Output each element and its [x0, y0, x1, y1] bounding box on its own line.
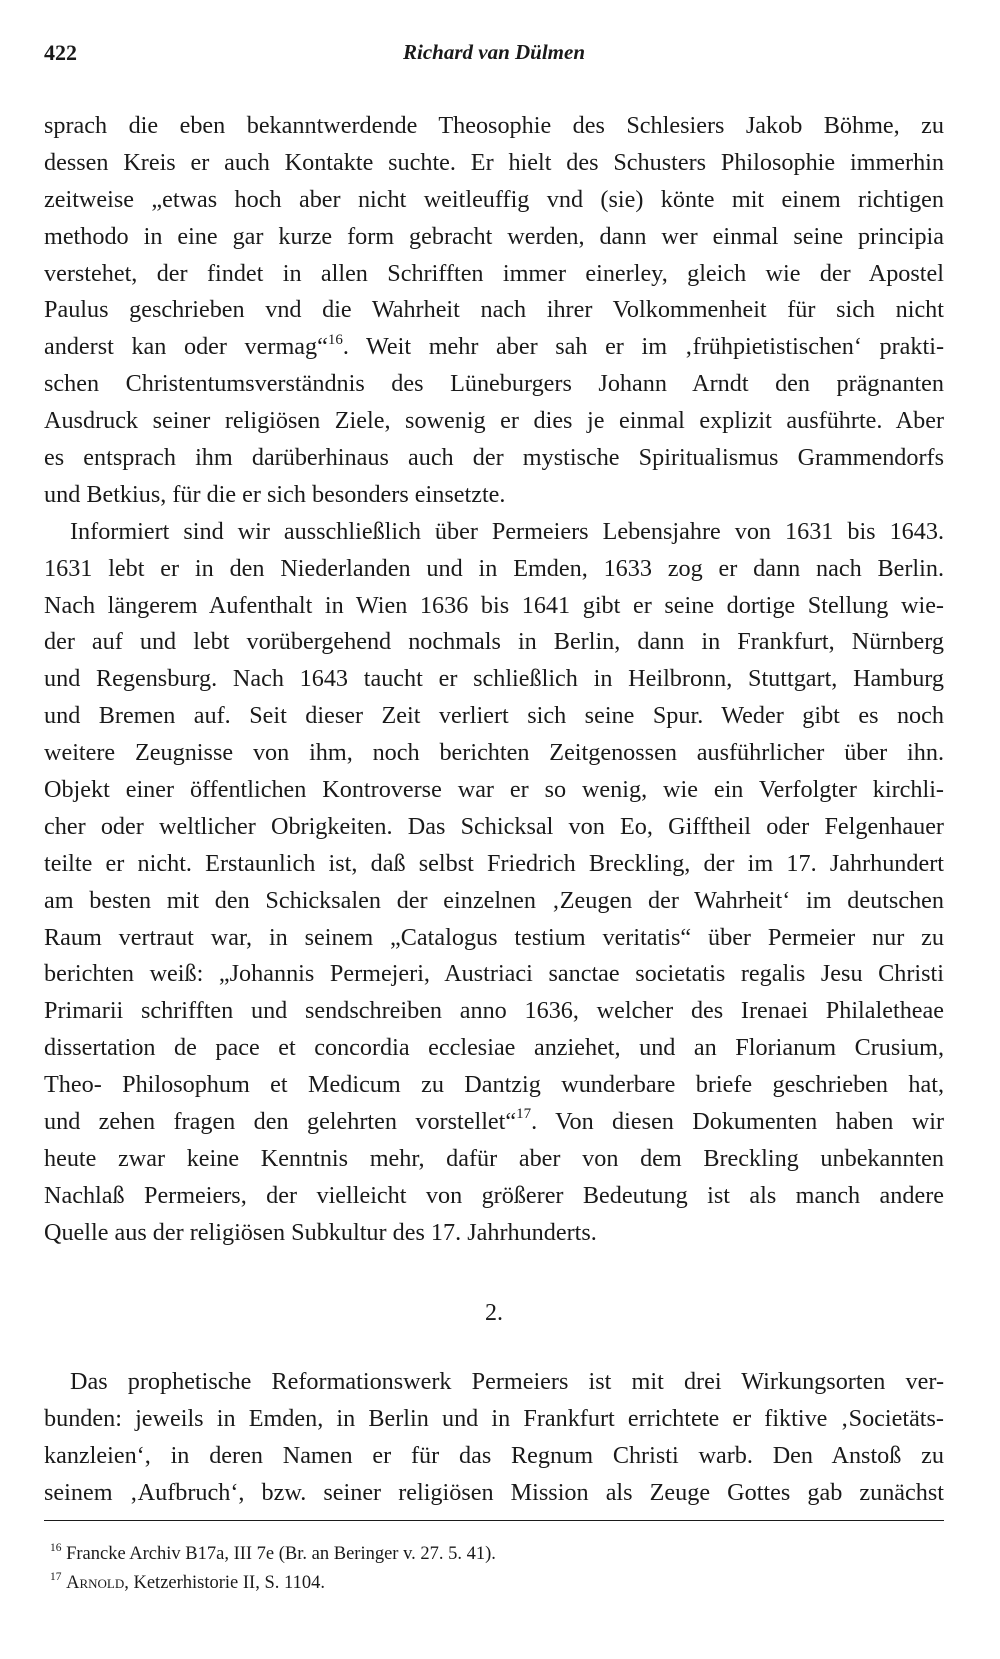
text-line: bunden: jeweils in Emden, in Berlin und in Frankfurt errichtete er fiktive ‚Societäts-: [44, 1404, 944, 1432]
text-line: Objekt einer öffentlichen Kontroverse war er so wenig, wie ein Verfolgter kirchli-: [44, 776, 944, 804]
text-line: [44, 1104, 944, 1141]
text-line: Raum vertraut war, in seinem „Catalogus testium veritatis“ über Permeier nur zu: [44, 923, 944, 951]
text-line: Primarii schrifften und sendschreiben anno 1636, welcher des Irenaei Philaletheae: [44, 997, 944, 1025]
footnote-text: Francke Archiv B17a, III 7e (Br. an Beringer v. 27. 5. 41).: [66, 1544, 496, 1564]
body-text: [44, 108, 944, 1252]
text-line: Quelle aus der religiösen Subkultur des 17. Jahrhunderts.: [44, 1218, 597, 1246]
text-segment: . Von diesen Dokumenten haben wir: [531, 1108, 944, 1136]
footnote-17: [50, 1569, 940, 1598]
text-line: schen Christentumsverständnis des Lüneburgers Johann Arndt den prägnanten: [44, 370, 944, 398]
footnote-16: [50, 1540, 940, 1569]
text-line: verstehet, der findet in allen Schrifften immer einerley, gleich wie der Apostel: [44, 259, 944, 287]
text-line: Theo- Philosophum et Medicum zu Dantzig wunderbare briefe geschrieben hat,: [44, 1071, 944, 1099]
text-line: kanzleien‘, in deren Namen er für das Regnum Christi warb. Den Anstoß zu: [44, 1441, 944, 1469]
text-line: Ausdruck seiner religiösen Ziele, sowenig er dies je einmal explizit ausführte. Aber: [44, 407, 944, 435]
text-line: der auf und lebt vorübergehend nochmals in Berlin, dann in Frankfurt, Nürnberg: [44, 628, 944, 656]
page-number: 422: [44, 40, 77, 65]
text-line: es entsprach ihm darüberhinaus auch der mystische Spiritualismus Grammendorfs: [44, 444, 944, 472]
text-line: seinem ‚Aufbruch‘, bzw. seiner religiösen Mission als Zeuge Gottes gab zunächst: [44, 1478, 944, 1506]
text-line: weitere Zeugnisse von ihm, noch berichten Zeitgenossen ausführlicher über ihn.: [44, 739, 944, 767]
footnote-number: 17: [50, 1570, 62, 1583]
text-segment: . Weit mehr aber sah er im ‚frühpietistischen‘ prakti-: [342, 333, 944, 361]
footnote-ref-17[interactable]: 17: [516, 1106, 532, 1123]
text-line: berichten weiß: „Johannis Permejeri, Austriaci sanctae societatis regalis Jesu Christi: [44, 960, 944, 988]
text-line: methodo in eine gar kurze form gebracht werden, dann wer einmal seine principia: [44, 222, 944, 250]
text-line: zeitweise „etwas hoch aber nicht weitleuffig vnd (sie) könte mit einem richtigen: [44, 185, 944, 213]
text-line: heute zwar keine Kenntnis mehr, dafür aber von dem Breckling unbekannten: [44, 1144, 944, 1172]
text-line: [44, 329, 944, 366]
text-line: und Regensburg. Nach 1643 taucht er schließlich in Heilbronn, Stuttgart, Hamburg: [44, 665, 944, 693]
text-line: am besten mit den Schicksalen der einzelnen ‚Zeugen der Wahrheit‘ im deutschen: [44, 886, 944, 914]
text-segment: anderst kan oder vermag“: [44, 333, 328, 361]
running-head: Richard van Dülmen: [402, 40, 586, 64]
text-line: teilte er nicht. Erstaunlich ist, daß selbst Friedrich Breckling, der im 17. Jahrhundert: [44, 849, 944, 877]
text-line: Paulus geschrieben vnd die Wahrheit nach ihrer Volkommenheit für sich nicht: [44, 296, 944, 324]
text-line: 1631 lebt er in den Niederlanden und in Emden, 1633 zog er dann nach Berlin.: [44, 554, 944, 582]
text-line: sprach die eben bekanntwerdende Theosophie des Schlesiers Jakob Böhme, zu: [44, 112, 944, 139]
text-line: dissertation de pace et concordia ecclesiae anziehet, und an Florianum Crusium,: [44, 1034, 944, 1062]
footnote-divider: [44, 1520, 944, 1521]
text-line: cher oder weltlicher Obrigkeiten. Das Schicksal von Eo, Gifftheil oder Felgenhauer: [44, 812, 944, 840]
text-line: dessen Kreis er auch Kontakte suchte. Er hielt des Schusters Philosophie immerhin: [44, 148, 944, 176]
footnotes: [50, 1540, 940, 1598]
footnote-ref-16[interactable]: 16: [327, 331, 343, 348]
page-header: [44, 40, 944, 74]
text-line: und Betkius, für die er sich besonders einsetzte.: [44, 480, 506, 508]
text-segment: und zehen fragen den gelehrten vorstellet“: [44, 1108, 517, 1136]
footnote-number: 16: [50, 1541, 62, 1554]
text-line: und Bremen auf. Seit dieser Zeit verliert sich seine Spur. Weder gibt es noch: [44, 702, 944, 730]
text-line: Informiert sind wir ausschließlich über Permeiers Lebensjahre von 1631 bis 1643.: [70, 517, 944, 545]
footnote-text: , Ketzerhistorie II, S. 1104.: [124, 1573, 325, 1593]
text-line: Nach längerem Aufenthalt in Wien 1636 bis 1641 gibt er seine dortige Stellung wie-: [44, 591, 944, 619]
text-line: Das prophetische Reformationswerk Permeiers ist mit drei Wirkungsorten ver-: [70, 1368, 944, 1395]
footnote-author: Arnold: [66, 1573, 125, 1593]
text-line: Nachlaß Permeiers, der vielleicht von größerer Bedeutung ist als manch andere: [44, 1181, 944, 1209]
section-text: [44, 1364, 944, 1512]
section-number: 2.: [485, 1300, 503, 1326]
